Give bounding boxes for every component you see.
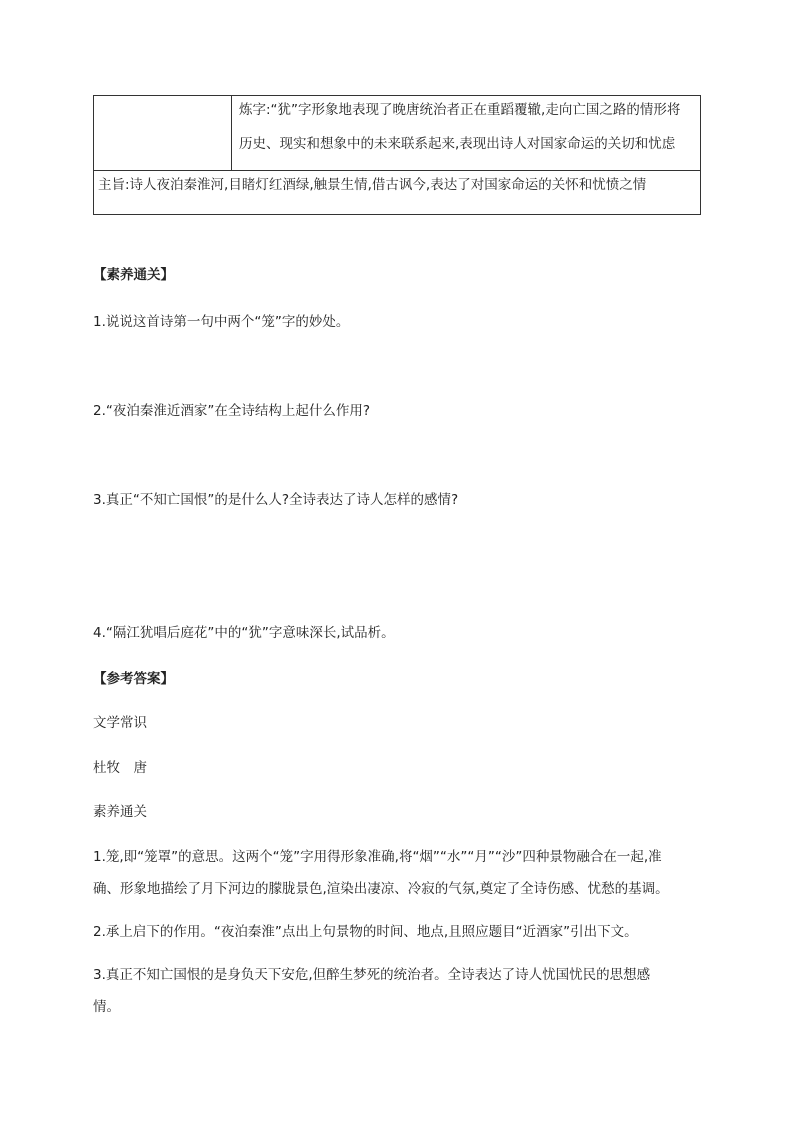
answer-heading-literature: 文学常识	[93, 715, 147, 731]
answer-1-line-2: 确、形象地描绘了月下河边的朦胧景色,渲染出凄凉、冷寂的气氛,奠定了全诗伤感、忧愁的基调。	[93, 881, 669, 897]
answer-2: 2.承上启下的作用。“夜泊秦淮”点出上句景物的时间、地点,且照应题目“近酒家”引出下文。	[93, 924, 638, 940]
answer-literature: 杜牧 唐	[93, 760, 147, 776]
table-row	[94, 171, 700, 215]
answer-3-line-1: 3.真正不知亡国恨的是身负天下安危,但醉生梦死的统治者。全诗表达了诗人忧国忧民的思想感	[93, 967, 651, 983]
analysis-table	[93, 95, 701, 215]
table-cell-lianzi	[239, 96, 699, 170]
question-3: 3.真正“不知亡国恨”的是什么人?全诗表达了诗人怎样的感情?	[93, 492, 459, 508]
answer-1-line-1: 1.笼,即“笼罩”的意思。这两个“笼”字用得形象准确,将“烟”“水”“月”“沙”四种景物融合在一起,准	[93, 849, 662, 865]
section-heading-answers: 【参考答案】	[93, 671, 174, 687]
lianzi-line-1: 炼字:“犹”字形象地表现了晚唐统治者正在重蹈覆辙,走向亡国之路的情形将	[239, 102, 681, 118]
answer-heading-exercises: 素养通关	[93, 804, 147, 820]
question-4: 4.“隔江犹唱后庭花”中的“犹”字意味深长,试品析。	[93, 625, 395, 641]
lianzi-line-2: 历史、现实和想象中的未来联系起来,表现出诗人对国家命运的关切和忧虑	[239, 136, 676, 152]
section-heading-exercises: 【素养通关】	[93, 267, 174, 283]
zhuzhi-text: 主旨:诗人夜泊秦淮河,目睹灯红酒绿,触景生情,借古讽今,表达了对国家命运的关怀和忧愤之情	[98, 177, 647, 193]
answer-3-line-2: 情。	[93, 999, 120, 1015]
table-row	[94, 96, 700, 171]
question-1: 1.说说这首诗第一句中两个“笼”字的妙处。	[93, 314, 350, 330]
table-cell-empty	[94, 96, 232, 170]
question-2: 2.“夜泊秦淮近酒家”在全诗结构上起什么作用?	[93, 403, 371, 419]
